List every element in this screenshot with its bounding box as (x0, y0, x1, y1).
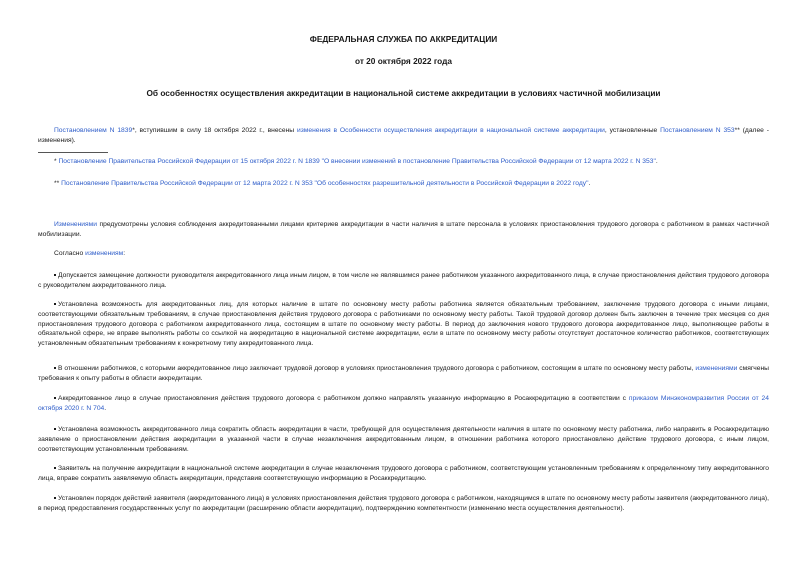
list-item-text: Установлена возможность для аккредитованных лиц, для которых наличие в штате по основному месту работы работника является обязательным требованием, заключение трудового договора с иными лицами, соответствующими обязательным требованиям, в случае приостановления действия трудового договора с работниками по основному месту работы. Такой трудовой договор должен быть заключен в течение трех месяцев со дня приостановления трудового договора с работником аккредитованного лица, состоящим в штате по основному месту работы. В период до заключения нового трудового договора аккредитованное лицо, выполняющее работы в обязательной сфере, не вправе выполнять работы со ссылкой на аккредитацию в национальной системе аккредитации, если в штате по основному месту работы отсутствует достаточное количество работников, соответствующих установленным обязательным требованиям к конкретному типу аккредитованного лица. (38, 301, 769, 348)
bullet-icon (54, 497, 56, 499)
according-colon: : (123, 250, 126, 257)
footnote-2-end: . (588, 180, 591, 187)
list-item-text-end: . (104, 404, 107, 412)
bullet-icon (54, 367, 56, 369)
list-item-text-end: смягчены требования к опыту работы в области аккредитации. (38, 365, 769, 382)
paragraph-changes-summary (38, 220, 769, 240)
list-item (38, 300, 769, 349)
list-item (38, 494, 769, 514)
list-item-text: Установлена возможность аккредитованного лица сократить область аккредитации в части, требующей для осуществления деятельности наличия в штате по основному месту работника, либо направить в Росаккредитацию заявление о приостановлении действия аккредитации в указанной части в случае незаключения аккредитованным лицом, в отношении работника которого приостановлено действие трудового договора, с иным лицом, соответствующим установленным требованиям. (38, 426, 769, 453)
footnote-2-mark: ** (54, 180, 62, 187)
resolution-353-link[interactable]: Постановлением N 353 (660, 127, 735, 134)
bullet-icon (54, 303, 56, 305)
bullet-icon (54, 397, 56, 399)
intro-text-3: ** (далее - изменения). (38, 127, 769, 144)
list-item (38, 364, 769, 384)
footnote-2-link[interactable]: Постановление Правительства Российской Федерации от 12 марта 2022 г. N 353 "Об особенностях разрешительной деятельности в Российской Федерации в 2022 году" (61, 180, 589, 187)
footnote-1-link[interactable]: Постановление Правительства Российской Федерации от 15 октября 2022 г. N 1839 "О внесении изменений в постановление Правительства Российской Федерации от 12 марта 2022 г. N 353" (58, 158, 656, 165)
list-item (38, 394, 769, 414)
footnote-2 (38, 179, 769, 189)
list-item-text: В отношении работников, с которыми аккредитованное лицо заключает трудовой договор в условиях приостановления трудового договора с работником, состоящим в штате по основному месту работы, (58, 365, 696, 372)
footnote-divider (38, 152, 108, 153)
footnote-1-mark: * (54, 158, 59, 165)
bullet-icon (54, 274, 56, 276)
organization-heading: ФЕДЕРАЛЬНАЯ СЛУЖБА ПО АККРЕДИТАЦИИ (309, 34, 498, 44)
document-date: от 20 октября 2022 года (354, 56, 453, 66)
changes-link-2[interactable]: изменениями (695, 365, 738, 372)
list-item (38, 271, 769, 291)
footnote-1-end: . (655, 158, 658, 165)
order-704-link[interactable]: приказом Минэкономразвития России от 24 октября 2020 г. N 704 (38, 395, 769, 412)
according-changes-link[interactable]: изменениям (85, 250, 124, 257)
bullet-icon (54, 467, 56, 469)
amendments-link[interactable]: изменения в Особенности осуществления аккредитации в национальной системе аккредитации (297, 127, 605, 134)
changes-link[interactable]: Изменениями (54, 221, 97, 228)
intro-paragraph (38, 126, 769, 146)
footnote-1 (38, 157, 769, 167)
list-item-text: Установлен порядок действий заявителя (аккредитованного лица) в условиях приостановления действия трудового договора с работником, находящимся в штате по основному месту работы заявителя (аккредитованного лица), в период предоставления государственных услуг по аккредитации (расширению области аккредитации), подтверждению компетентности (изменению места осуществления деятельности). (38, 495, 769, 512)
resolution-1839-link[interactable]: Постановлением N 1839 (54, 127, 133, 134)
list-item (38, 464, 769, 484)
list-item-text: Допускается замещение должности руководителя аккредитованного лица иным лицом, в том числе не являвшимся ранее работником указанного аккредитованного лица, в случае приостановления действия трудового договора с руководителем аккредитованного лица. (38, 272, 769, 289)
list-item-text: Заявитель на получение аккредитации в национальной системе аккредитации в случае незаключения трудового договора с работником, соответствующим установленным требованиям к определенному типу аккредитованного лица, вправе сократить заявляемую область аккредитации, представив соответствующую информацию в Росаккредитацию. (38, 465, 769, 482)
according-text: Согласно (54, 250, 86, 257)
intro-text-1: *, вступившим в силу 18 октября 2022 г., внесены (132, 127, 297, 134)
intro-text-2: , установленные (604, 127, 661, 134)
paragraph-changes-text: предусмотрены условия соблюдения аккредитованными лицами критериев аккредитации в части наличия в штате персонала в условиях приостановления трудового договора с работником в рамках частичной мобилизации. (38, 221, 769, 238)
document-title: Об особенностях осуществления аккредитации в национальной системе аккредитации в условиях частичной мобилизации (146, 88, 661, 98)
paragraph-according (38, 249, 769, 259)
bullet-icon (54, 428, 56, 430)
list-item (38, 425, 769, 454)
list-item-text: Аккредитованное лицо в случае приостановления действия трудового договора с работником должно направлять указанную информацию в Росаккредитацию в соответствии с (58, 395, 629, 402)
